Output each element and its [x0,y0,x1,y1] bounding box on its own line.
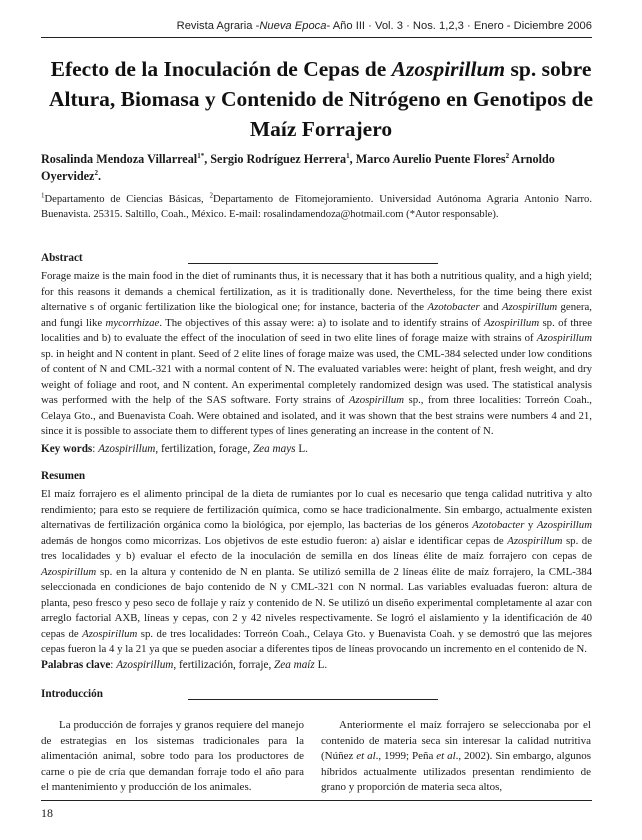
author-list: Rosalinda Mendoza Villarreal$^{1*}$, Sergio Rodríguez Herrera$^1$, Marco Aurelio Puente Flores$^2$ Arnoldo Oyervidez$^2$. [41,151,555,183]
keywords-es: Palabras clave: Azospirillum, fertilización, forraje, Zea maíz L. [41,659,328,671]
header-rule [41,37,592,38]
journal-series: Nueva Epoca [259,20,327,32]
resumen-text: El maíz forrajero es el alimento principal de la dieta de rumiantes por lo cual es necesario que tenga calidad nutritiva y alto rendimiento; para esto se requiere de fertilización química, como se hace tradicionalmente. Sin embargo, actualmente existen alternativas de fertilización orgánica como la biológica, por ejemplo, las bacterias de los géneros Azotobacter y Azospirillum además de hongos como micorrizas. Los objetivos de este estudio fueron: a) aislar e identificar cepas de Azospirillum sp. de tres localidades y b) evaluar el efecto de la inoculación de semilla en dos líneas élite de maíz forrajero con cepas de Azospirillum sp. en la altura y contenido de N en planta. Se utilizó semilla de 2 líneas élite de maíz forrajero, la CML-384 seleccionada en condiciones de bajo contenido de N y CML-321 con N normal. Las variables evaluadas fueron: altura de planta, peso fresco y peso seco de follaje y raíz y contenido de N. Se utilizó un diseño experimental completamente al azar con arreglo factorial AXB, líneas y cepas, con 2 y 42 niveles respectivamente. Se logró el aislamiento y la identificación de 40 cepas de Azospirillum sp. de tres localidades: Torreón Coah., Celaya Gto. y Buenavista Coah. y se demostró que las mejores cepas fueron la 4 y la 21 ya que se pueden asociar a diferentes tipos de líneas provocando un incremento en el contenido de N. [41,488,593,655]
journal-name: Revista Agraria - [176,20,260,32]
footer-rule [41,800,592,801]
intro-column-right: Anteriormente el maíz forrajero se seleccionaba por el contenido de materia seca sin interesar la calidad nutritiva (Núñez et al., 1999; Peña et al., 2002). Sin embargo, algunos híbridos actualmente utilizados presentan rendimiento de grano y proporción de materia seca altos, [321,719,592,793]
abstract-heading: Abstract [41,252,83,264]
article-title: Efecto de la Inoculación de Cepas de Azospirillum sp. sobre Altura, Biomasa y Contenido de Nitrógeno en Genotipos de Maíz Forrajero [48,57,594,141]
running-head [150,20,592,32]
page-number: 18 [41,806,53,820]
abstract-rule [188,263,438,264]
abstract-text: Forage maize is the main food in the diet of ruminants thus, it is necessary that it has both a nutritious quality, and a high yield; for this reasons it demands a chemical fertilization, as it is traditionally done. Nevertheless, for the time being there exist alternative s of organic fertilization like the biological one; for instance, bacteria of the Azotobacter and Azospirillum genera, and fungi like mycorrhizae. The objectives of this assay were: a) to isolate and to identify strains of Azospirillum sp. of three localities and b) to evaluate the effect of the inoculation of seed in two elite lines of forage maize with strains of Azospirillum sp. in height and N content in plant. Seed of 2 elite lines of forage maize was used, the CML-384 selected under low conditions of content of N and CML-321 with a normal content of N. The evaluated variables were: height of plant, fresh weight, and dry weight of foliage and root, and N content. An experimental completely randomized design was used. The statistical analysis was performed with the help of the SAS software. Forty strains of Azospirillum sp., from three localities: Torreón Coah., Celaya Gto., and Buenavista Coah. Were obtained and isolated, and it was shown that the best strains were numbers 4 and 21, since it is possible to associate them to different types of lines generating an increase in the content of N. [41,270,593,437]
affiliations: $^1$Departamento de Ciencias Básicas, $^2$Departamento de Fitomejoramiento. Universidad Autónoma Agraria Antonio Narro. Buenavista. 25315. Saltillo, Coah., México. E-mail: rosalindamendoza@hotmail.com (*Autor responsable). [41,191,592,220]
intro-column-left: La producción de forrajes y granos requiere del manejo de estrategias en los sistemas tradicionales para la alimentación animal, sobre todo para los productores de carne o pie de cría que demandan forraje todo el año para el mantenimiento y producción de los animales. [41,719,304,793]
resumen-heading: Resumen [41,470,86,482]
introduccion-heading: Introducción [41,688,103,700]
keywords-en: Key words: Azospirillum, fertilization, forage, Zea mays L. [41,443,308,455]
journal-volume-info: - Año III · Vol. 3 · Nos. 1,2,3 · Enero - Diciembre 2006 [326,20,592,32]
introduccion-rule [188,699,438,700]
